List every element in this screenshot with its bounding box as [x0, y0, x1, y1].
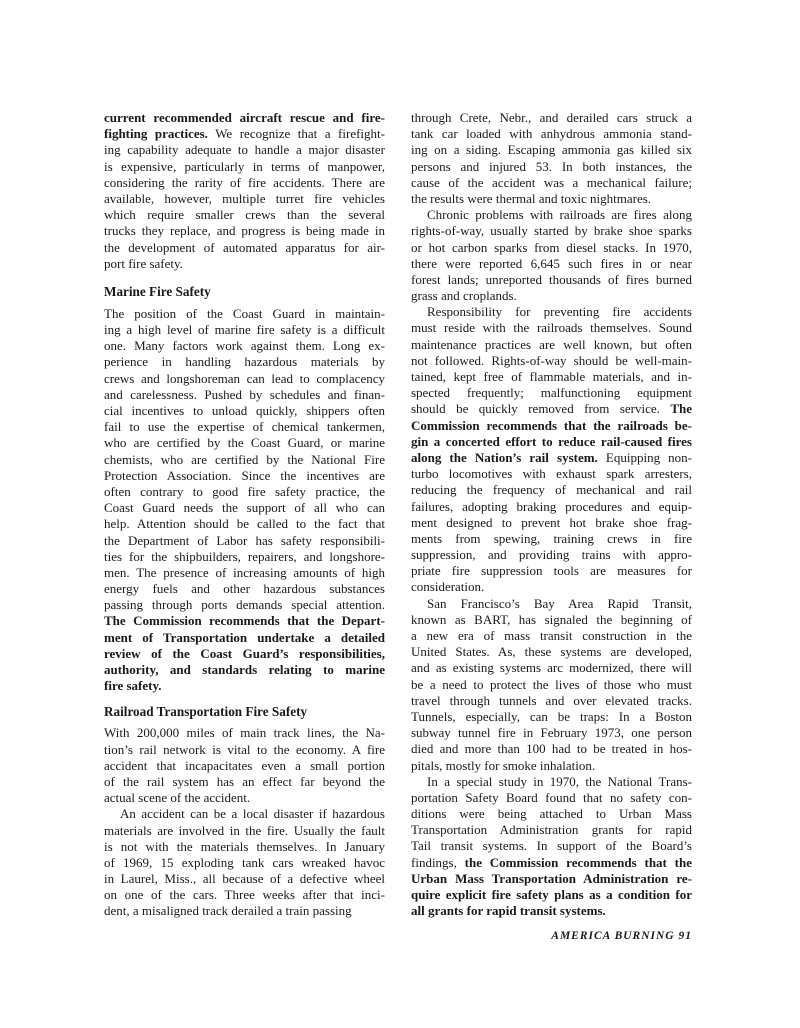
text-run: In a special study in 1970, the National Trans- — [427, 773, 692, 789]
text-line — [104, 240, 385, 256]
text-run: not followed. Rights-of-way should be well-main- — [411, 352, 692, 368]
text-line — [411, 628, 692, 644]
text-line — [411, 790, 692, 806]
bold-recommendation-text: Commission recommends that the railroads be- — [411, 417, 692, 433]
bold-recommendation-text: authority, and standards relating to marine — [104, 662, 385, 677]
text-line — [104, 191, 385, 207]
text-run: cause of the accident was a mechanical failure; — [411, 174, 692, 190]
text-line — [411, 110, 692, 126]
text-line — [411, 774, 692, 790]
bold-recommendation-text: along the Nation’s rail system. — [411, 449, 598, 465]
text-line — [104, 725, 385, 741]
bold-recommendation-text: gin a concerted effort to reduce rail-caused fires — [411, 433, 692, 449]
text-line — [411, 304, 692, 320]
text-run: ment designed to prevent hot brake shoe frag- — [411, 514, 692, 530]
section-heading: Railroad Transportation Fire Safety — [104, 704, 308, 720]
text-line — [411, 887, 692, 903]
paragraph — [411, 110, 692, 207]
text-line — [411, 466, 692, 482]
text-line — [104, 175, 385, 191]
text-run: tained, kept free of flammable materials, and in- — [411, 369, 692, 384]
text-run: fail to use the expertise of chemical tankermen, — [104, 419, 385, 435]
text-line — [411, 175, 692, 191]
text-run: materials are involved in the fire. Usually the fault — [104, 822, 385, 838]
paragraph — [104, 306, 385, 695]
text-line — [411, 547, 692, 563]
text-line — [411, 223, 692, 239]
text-run: findings, — [411, 854, 465, 870]
text-run: failures, adopting braking procedures and equip- — [411, 498, 692, 514]
text-line — [104, 533, 385, 549]
text-run: is not with the materials themselves. In January — [104, 838, 385, 854]
text-run: Tunnels, especially, can be traps: In a Boston — [411, 708, 692, 724]
text-line — [104, 223, 385, 239]
text-run: United States. As, these systems are developed, — [411, 644, 692, 660]
bold-recommendation-text: The Commission recommends that the Depart- — [104, 613, 385, 629]
text-line — [411, 207, 692, 223]
text-run: cial incentives to unload quickly, shippers often — [104, 403, 385, 418]
text-line — [104, 256, 385, 272]
text-run: the results were thermal and toxic nightmares. — [411, 190, 652, 206]
text-line — [104, 468, 385, 484]
text-line — [411, 450, 692, 466]
text-line — [104, 646, 385, 662]
text-run: We recognize that a firefight- — [207, 126, 385, 142]
text-run: suppression, and providing trains with appro- — [411, 547, 692, 563]
bold-recommendation-text: the Commission recommends that the — [464, 854, 692, 870]
text-line — [411, 709, 692, 725]
text-run: is expensive, particularly in terms of manpower, — [104, 158, 385, 174]
text-run: Transportation Administration grants for rapid — [411, 822, 692, 838]
text-line — [411, 418, 692, 434]
text-run: of 1969, 15 exploding tank cars wreaked havoc — [104, 854, 385, 870]
text-line — [411, 482, 692, 498]
text-run: Coast Guard needs the support of all who can — [104, 500, 385, 516]
text-run: dent, a misaligned track derailed a train passing — [104, 903, 352, 919]
text-line — [411, 499, 692, 515]
text-line — [411, 531, 692, 547]
text-line — [411, 741, 692, 757]
text-run: ing on a siding. Escaping ammonia gas killed six — [411, 142, 692, 158]
text-run: in Laurel, Miss., all because of a defective wheel — [104, 871, 385, 887]
text-run: ing a high level of marine fire safety is a difficult — [104, 322, 385, 338]
text-line — [411, 191, 692, 207]
text-run: ments from spewing, training crews in fire — [411, 530, 692, 546]
text-line — [104, 142, 385, 158]
text-line — [104, 597, 385, 613]
text-run: and carelessness. Pushed by schedules and finan- — [104, 386, 385, 402]
text-run: grass and croplands. — [411, 288, 517, 304]
bold-recommendation-text: fighting practices. — [104, 126, 208, 142]
bold-recommendation-text: all grants for rapid transit systems. — [411, 903, 606, 919]
text-line — [104, 207, 385, 223]
text-run: spected frequently; malfunctioning equipment — [411, 385, 692, 401]
text-run: rights-of-way, usually started by brake shoe sparks — [411, 223, 692, 239]
paragraph — [411, 774, 692, 920]
text-run: chemists, who are certified by the National Fire — [104, 451, 385, 467]
text-run: and as existing systems arc modernized, there will — [411, 660, 692, 676]
text-line — [411, 272, 692, 288]
text-line — [104, 742, 385, 758]
text-run: available, however, multiple turret fire vehicles — [104, 190, 385, 206]
text-run: consideration. — [411, 579, 485, 595]
text-line — [104, 435, 385, 451]
text-run: turbo locomotives with exhaust spark arresters, — [411, 466, 692, 482]
bold-recommendation-text: ment of Transportation undertake a detailed — [104, 629, 385, 645]
text-run: who are certified by the Coast Guard, or marine — [104, 435, 385, 451]
text-line — [411, 660, 692, 676]
text-run: pitals, mostly for smoke inhalation. — [411, 757, 596, 773]
text-line — [104, 855, 385, 871]
text-line — [411, 353, 692, 369]
text-line — [104, 630, 385, 646]
text-line — [104, 806, 385, 822]
text-line — [104, 549, 385, 565]
text-line — [411, 401, 692, 417]
text-run: port fire safety. — [104, 255, 183, 271]
text-line — [104, 126, 385, 142]
text-run: Protection Association. Since the incentives are — [104, 467, 385, 483]
text-run: there were reported 6,645 such fires in or near — [411, 255, 692, 271]
text-line — [104, 839, 385, 855]
text-line — [104, 678, 385, 694]
text-line — [104, 322, 385, 338]
paragraph — [411, 207, 692, 304]
text-line — [104, 790, 385, 806]
page-footer-running-title: AMERICA BURNING 91 — [551, 930, 692, 942]
text-line — [411, 240, 692, 256]
text-run: maintenance practices are well known, but often — [411, 336, 692, 352]
text-line — [411, 644, 692, 660]
text-line — [104, 613, 385, 629]
text-line — [411, 320, 692, 336]
text-line — [411, 515, 692, 531]
text-line — [104, 387, 385, 403]
text-line — [104, 306, 385, 322]
paragraph — [104, 806, 385, 919]
text-line — [411, 142, 692, 158]
text-line — [411, 563, 692, 579]
text-line — [411, 822, 692, 838]
text-line — [411, 612, 692, 628]
text-run: ditions were being attached to Urban Mass — [411, 806, 692, 822]
text-run: or hot carbon sparks from diesel stacks. In 1970, — [411, 239, 692, 255]
text-run: actual scene of the accident. — [104, 790, 251, 806]
text-line — [104, 159, 385, 175]
text-run: crews and longshoreman can lead to complacency — [104, 370, 385, 386]
paragraph — [411, 304, 692, 595]
text-line — [411, 693, 692, 709]
text-line — [411, 159, 692, 175]
text-line — [104, 338, 385, 354]
text-line — [411, 725, 692, 741]
bold-recommendation-text: quire explicit fire safety plans as a condition for — [411, 887, 692, 902]
text-run: reducing the frequency of mechanical and rail — [411, 482, 692, 498]
text-run: subway tunnel fire in February 1973, one person — [411, 725, 692, 741]
text-run: Chronic problems with railroads are fires along — [427, 207, 692, 223]
text-line — [411, 677, 692, 693]
text-line — [104, 565, 385, 581]
text-run: persons and injured 53. In both instances, the — [411, 158, 692, 174]
text-run: through Crete, Nebr., and derailed cars struck a — [411, 110, 692, 125]
text-run: the Department of Labor has safety responsibili- — [104, 532, 385, 548]
text-run: Responsibility for preventing fire accidents — [427, 304, 692, 320]
text-run: on one of the cars. Three weeks after that inci- — [104, 887, 385, 903]
text-run: one. Many factors work against them. Long ex- — [104, 338, 385, 354]
bold-recommendation-text: current recommended aircraft rescue and fire- — [104, 110, 385, 125]
text-run: accident that incapacitates even a small portion — [104, 757, 385, 773]
text-line — [411, 256, 692, 272]
text-run: priate fire suppression tools are measures for — [411, 563, 692, 579]
text-run: San Francisco’s Bay Area Rapid Transit, — [427, 595, 692, 611]
bold-recommendation-text: Urban Mass Transportation Administration re- — [411, 870, 692, 886]
text-line — [104, 419, 385, 435]
text-line — [104, 403, 385, 419]
text-line — [411, 838, 692, 854]
text-line — [104, 774, 385, 790]
text-run: The position of the Coast Guard in maintain- — [104, 305, 385, 321]
text-line — [411, 434, 692, 450]
text-line — [104, 903, 385, 919]
bold-recommendation-text: fire safety. — [104, 678, 162, 694]
text-line — [104, 758, 385, 774]
text-run: considering the rarity of fire accidents. There are — [104, 174, 385, 190]
text-run: known as BART, has signaled the beginning of — [411, 611, 692, 627]
text-line — [104, 371, 385, 387]
text-line — [104, 823, 385, 839]
text-run: portation Safety Board found that no safety con- — [411, 789, 692, 805]
text-line — [411, 806, 692, 822]
text-run: ing capability adequate to handle a major disaster — [104, 142, 385, 158]
text-run: often contrary to good fire safety practice, the — [104, 483, 385, 499]
text-line — [104, 500, 385, 516]
text-run: With 200,000 miles of main track lines, the Na- — [104, 725, 385, 741]
text-run: Equipping non- — [597, 449, 692, 465]
text-line — [411, 579, 692, 595]
paragraph — [104, 725, 385, 806]
text-line — [104, 581, 385, 597]
text-line — [411, 596, 692, 612]
text-run: ties for the shipbuilders, repairers, and longshore- — [104, 548, 385, 564]
text-run: which require smaller crews than the several — [104, 207, 385, 223]
text-line — [411, 903, 692, 919]
bold-recommendation-text: review of the Coast Guard’s responsibilities, — [104, 645, 385, 661]
text-line — [411, 337, 692, 353]
text-run: help. Attention should be called to the fact that — [104, 516, 385, 532]
text-run: trucks they replace, and progress is being made in — [104, 223, 385, 239]
text-run: Tail transit systems. In support of the Board’s — [411, 838, 692, 854]
text-run: men. The presence of increasing amounts of high — [104, 564, 385, 580]
section-heading: Marine Fire Safety — [104, 283, 211, 299]
text-line — [104, 354, 385, 370]
text-run: died and more than 100 had to be treated in hos- — [411, 741, 692, 757]
text-line — [411, 855, 692, 871]
text-run: perience in handling hazardous materials by — [104, 354, 385, 370]
text-line — [104, 110, 385, 126]
text-run: be a need to protect the lives of those who must — [411, 676, 692, 692]
text-line — [411, 758, 692, 774]
text-line — [104, 662, 385, 678]
text-line — [411, 871, 692, 887]
text-line — [104, 887, 385, 903]
text-run: should be quickly removed from service. — [411, 401, 671, 417]
text-line — [411, 369, 692, 385]
text-line — [411, 126, 692, 142]
text-line — [411, 288, 692, 304]
text-line — [104, 516, 385, 532]
left-column — [104, 110, 385, 920]
text-line — [104, 452, 385, 468]
text-line — [104, 871, 385, 887]
text-run: An accident can be a local disaster if hazardous — [120, 806, 385, 822]
text-run: energy fuels and other hazardous substances — [104, 581, 385, 597]
paragraph — [411, 596, 692, 774]
text-run: tank car loaded with anhydrous ammonia stand- — [411, 126, 692, 142]
text-line — [411, 385, 692, 401]
text-run: the development of automated apparatus for air- — [104, 239, 385, 255]
text-run: travel through tunnels and over elevated tracks. — [411, 692, 692, 708]
text-line — [104, 484, 385, 500]
bold-recommendation-text: The — [670, 401, 692, 417]
text-run: a new era of mass transit construction in the — [411, 628, 692, 643]
text-run: forest lands; unreported thousands of fires burned — [411, 271, 692, 287]
text-run: of the rail system has an effect far beyond the — [104, 773, 385, 789]
right-column — [411, 110, 692, 919]
text-run: must reside with the railroads themselves. Sound — [411, 320, 692, 336]
text-run: passing through ports demands special attention. — [104, 597, 385, 613]
paragraph — [104, 110, 385, 272]
text-run: tion’s rail network is vital to the economy. A fire — [104, 741, 385, 757]
